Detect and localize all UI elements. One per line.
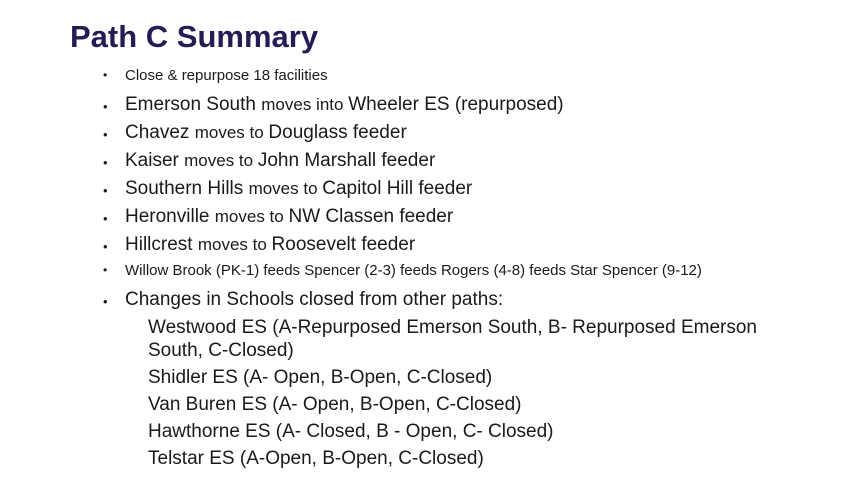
bullet-item-shidler — [148, 366, 798, 389]
bullet-item-van-buren — [148, 393, 798, 416]
bullet-text: Southern Hills moves to Capitol Hill feeder — [125, 178, 473, 199]
bullet-marker-icon: • — [103, 239, 108, 254]
bullet-item-emerson-south — [101, 93, 821, 116]
bullet-text: Heronville moves to NW Classen feeder — [125, 206, 454, 227]
bullet-item-close-repurpose — [101, 66, 821, 85]
bullet-text: Close & repurpose 18 facilities — [125, 67, 328, 84]
bullet-item-changes-header — [101, 288, 821, 311]
bullet-marker-icon: • — [103, 127, 108, 142]
bullet-text: Hawthorne ES (A- Closed, B - Open, C- Closed) — [148, 421, 554, 442]
bullet-item-heronville — [101, 205, 821, 228]
bullet-item-westwood — [148, 316, 798, 362]
bullet-item-chavez — [101, 121, 821, 144]
bullet-text: Chavez moves to Douglass feeder — [125, 122, 407, 143]
bullet-item-southern-hills — [101, 177, 821, 200]
page-title: Path C Summary — [70, 19, 319, 54]
bullet-list — [101, 66, 821, 474]
bullet-text: Hillcrest moves to Roosevelt feeder — [125, 234, 416, 255]
bullet-item-willow-brook-chain — [101, 261, 821, 280]
bullet-text: Westwood ES (A-Repurposed Emerson South, B- Repurposed Emerson South, C-Closed) — [148, 317, 758, 361]
bullet-marker-icon: • — [103, 263, 108, 277]
bullet-text: Willow Brook (PK-1) feeds Spencer (2-3) feeds Rogers (4-8) feeds Star Spencer (9-12) — [125, 262, 702, 279]
bullet-marker-icon: • — [103, 99, 108, 114]
bullet-marker-icon: • — [103, 155, 108, 170]
bullet-item-hillcrest — [101, 233, 821, 256]
bullet-item-hawthorne — [148, 420, 798, 443]
bullet-item-telstar — [148, 447, 798, 470]
bullet-text: Kaiser moves to John Marshall feeder — [125, 150, 436, 171]
bullet-text: Shidler ES (A- Open, B-Open, C-Closed) — [148, 367, 493, 388]
bullet-marker-icon: • — [103, 68, 108, 82]
bullet-item-kaiser — [101, 149, 821, 172]
bullet-marker-icon: • — [103, 211, 108, 226]
bullet-text: Van Buren ES (A- Open, B-Open, C-Closed) — [148, 394, 522, 415]
bullet-text: Emerson South moves into Wheeler ES (repurposed) — [125, 94, 564, 115]
bullet-marker-icon: • — [103, 294, 108, 309]
bullet-text: Telstar ES (A-Open, B-Open, C-Closed) — [148, 448, 484, 469]
bullet-marker-icon: • — [103, 183, 108, 198]
bullet-text: Changes in Schools closed from other paths: — [125, 289, 504, 310]
